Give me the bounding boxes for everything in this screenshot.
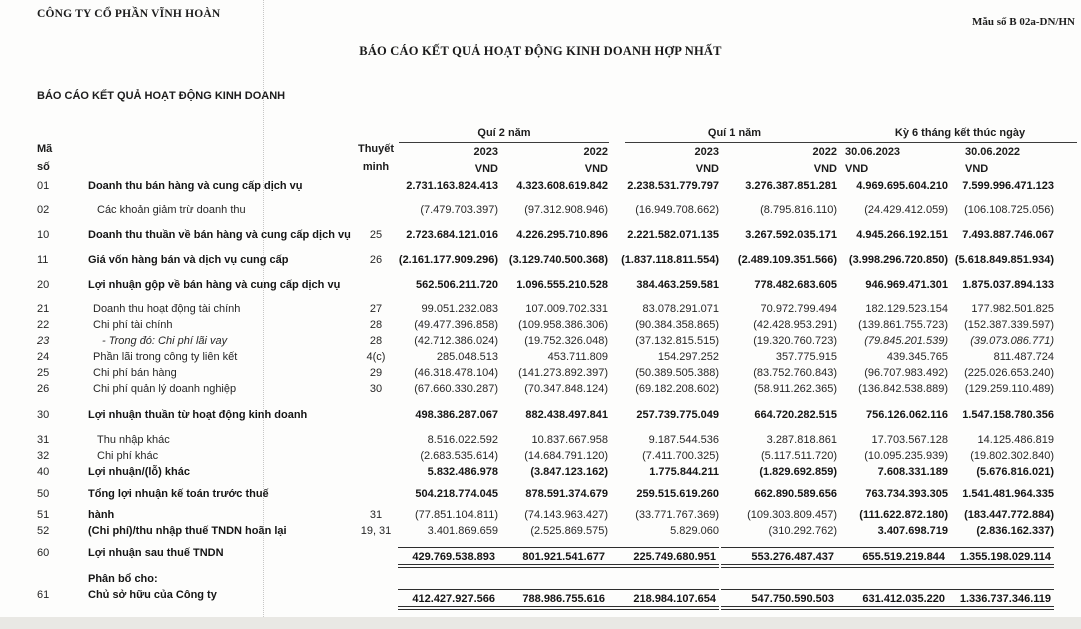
row-code: 40 (37, 466, 50, 478)
value-cell: 83.078.291.071 (642, 303, 719, 315)
table-row (0, 204, 1081, 220)
value-cell: 429.769.538.893 (398, 547, 498, 568)
table-row (0, 488, 1081, 504)
value-cell: 946.969.471.301 (865, 279, 948, 291)
value-cell: 1.096.555.210.528 (516, 279, 608, 291)
value-cell: (39.073.086.771) (970, 335, 1054, 347)
value-cell: 384.463.259.581 (636, 279, 719, 291)
value-cell: (310.292.762) (768, 525, 837, 537)
table-row (0, 525, 1081, 541)
value-cell: 1.875.037.894.133 (962, 279, 1054, 291)
value-cell: 4.969.695.604.210 (856, 180, 948, 192)
value-cell: (141.273.892.397) (518, 367, 608, 379)
value-cell: 763.734.393.305 (865, 488, 948, 500)
table-row (0, 509, 1081, 525)
value-cell: 2.221.582.071.135 (627, 229, 719, 241)
value-cell: 225.749.680.951 (607, 547, 719, 568)
value-cell: 7.599.996.471.123 (962, 180, 1054, 192)
table-row (0, 573, 1081, 589)
scan-edge-band (0, 617, 1081, 629)
value-cell: (69.182.208.602) (635, 383, 719, 395)
value-cell: (2.836.162.337) (976, 525, 1054, 537)
value-cell: (7.479.703.397) (420, 204, 498, 216)
value-cell: 10.837.667.958 (531, 434, 608, 446)
code-column-header-line2: số (37, 161, 50, 173)
value-cell: (58.911.262.365) (754, 383, 837, 395)
table-row (0, 547, 1081, 572)
table-row (0, 335, 1081, 351)
value-cell: 70.972.799.494 (760, 303, 837, 315)
row-code: 02 (37, 204, 50, 216)
value-cell: (3.998.296.720.850) (848, 254, 948, 266)
value-cell: (90.384.358.865) (635, 319, 719, 331)
code-column-header-line1: Mã (37, 143, 53, 155)
value-cell: (152.387.339.597) (964, 319, 1054, 331)
row-note: 26 (369, 254, 383, 266)
row-note: 27 (369, 303, 383, 315)
row-code: 24 (37, 351, 50, 363)
value-cell: (109.303.809.457) (747, 509, 837, 521)
table-row (0, 351, 1081, 367)
value-cell: 1.775.844.211 (649, 466, 719, 478)
year-header-q1-2023: 2023 (694, 146, 719, 158)
value-cell: (225.026.653.240) (964, 367, 1054, 379)
row-label: Lợi nhuận/(lỗ) khác (88, 466, 190, 478)
row-label: Lợi nhuận sau thuế TNDN (88, 547, 224, 559)
value-cell: 412.427.927.566 (398, 589, 498, 610)
value-cell: (183.447.772.884) (964, 509, 1054, 521)
row-label: Giá vốn hàng bán và dịch vụ cung cấp (88, 254, 289, 266)
row-code: 01 (37, 180, 50, 192)
document-title: BÁO CÁO KẾT QUẢ HOẠT ĐỘNG KINH DOANH HỢP NHẤT (359, 44, 722, 58)
value-cell: 99.051.232.083 (421, 303, 498, 315)
row-label: Chi phí tài chính (93, 319, 173, 331)
value-cell: (5.117.511.720) (760, 450, 837, 462)
table-row (0, 450, 1081, 466)
value-cell: 357.775.915 (775, 351, 837, 363)
value-cell: 756.126.062.116 (866, 409, 948, 421)
note-column-header-line2: minh (362, 161, 390, 173)
value-cell: (2.489.109.351.566) (737, 254, 837, 266)
value-cell: 3.407.698.719 (877, 525, 948, 537)
table-rows (0, 172, 1081, 614)
row-note: 28 (369, 319, 383, 331)
row-note: 25 (369, 229, 383, 241)
row-label: Các khoản giảm trừ doanh thu (97, 204, 246, 216)
value-cell: 2.238.531.779.797 (627, 180, 719, 192)
row-note: 19, 31 (360, 525, 392, 537)
value-cell: 182.129.523.154 (865, 303, 948, 315)
unit-header-q1-2022: VND (813, 163, 837, 175)
section-title: BÁO CÁO KẾT QUẢ HOẠT ĐỘNG KINH DOANH (37, 90, 286, 102)
value-cell: (3.129.740.500.368) (508, 254, 608, 266)
table-row (0, 254, 1081, 270)
row-note: 31 (369, 509, 383, 521)
row-code: 25 (37, 367, 50, 379)
row-label: Lợi nhuận gộp về bán hàng và cung cấp dịch vụ (88, 279, 341, 291)
value-cell: (2.525.869.575) (530, 525, 608, 537)
value-cell: 3.287.818.861 (766, 434, 837, 446)
row-code: 10 (37, 229, 50, 241)
row-note: 4(c) (366, 351, 386, 363)
group-underline-h1 (843, 142, 1077, 143)
value-cell: 9.187.544.536 (648, 434, 719, 446)
value-cell: (8.795.816.110) (760, 204, 837, 216)
value-cell: (77.851.104.811) (415, 509, 498, 521)
value-cell: (1.829.692.859) (759, 466, 837, 478)
group-header-q1: Quí 1 năm (707, 127, 762, 139)
value-cell: (3.847.123.162) (530, 466, 608, 478)
row-code: 30 (37, 409, 50, 421)
value-cell: (139.861.755.723) (858, 319, 948, 331)
row-code: 26 (37, 383, 50, 395)
row-code: 11 (37, 254, 49, 266)
value-cell: 5.829.060 (670, 525, 719, 537)
row-code: 61 (37, 589, 50, 601)
note-column-header-line1: Thuyết (357, 143, 395, 155)
row-label: Lợi nhuận thuần từ hoạt động kinh doanh (88, 409, 308, 421)
row-label: Tổng lợi nhuận kế toán trước thuế (88, 488, 269, 500)
value-cell: 8.516.022.592 (427, 434, 498, 446)
value-cell: (96.707.983.492) (864, 367, 948, 379)
row-code: 52 (37, 525, 50, 537)
value-cell: 14.125.486.819 (977, 434, 1054, 446)
group-header-h1: Kỳ 6 tháng kết thúc ngày (894, 127, 1026, 139)
unit-header-30-06-2023: VND (845, 163, 869, 175)
unit-header-q2-2023: VND (474, 163, 498, 175)
value-cell: (136.842.538.889) (858, 383, 948, 395)
table-row (0, 367, 1081, 383)
value-cell: 801.921.541.677 (496, 547, 608, 568)
table-row (0, 303, 1081, 319)
value-cell: 504.218.774.045 (415, 488, 498, 500)
row-code: 22 (37, 319, 50, 331)
unit-header-q2-2022: VND (584, 163, 608, 175)
row-code: 20 (37, 279, 50, 291)
value-cell: 655.519.219.844 (836, 547, 948, 568)
value-cell: 17.703.567.128 (871, 434, 948, 446)
value-cell: (7.411.700.325) (642, 450, 719, 462)
value-cell: (42.428.953.291) (753, 319, 837, 331)
value-cell: 3.276.387.851.281 (745, 180, 837, 192)
value-cell: (5.618.849.851.934) (954, 254, 1054, 266)
value-cell: 1.336.737.346.119 (946, 589, 1054, 610)
year-header-30-06-2022: 30.06.2022 (965, 146, 1021, 158)
value-cell: 4.226.295.710.896 (516, 229, 608, 241)
year-header-q2-2023: 2023 (473, 146, 498, 158)
value-cell: 7.493.887.746.067 (962, 229, 1054, 241)
table-row (0, 466, 1081, 482)
value-cell: (10.095.235.939) (864, 450, 948, 462)
row-label: Chi phí quản lý doanh nghiệp (93, 383, 237, 395)
value-cell: 218.984.107.654 (607, 589, 719, 610)
value-cell: (79.845.201.539) (864, 335, 948, 347)
row-label: Doanh thu hoạt động tài chính (93, 303, 241, 315)
row-label: Phân bổ cho: (88, 573, 158, 585)
value-cell: 4.945.266.192.151 (856, 229, 948, 241)
value-cell: (49.477.396.858) (414, 319, 498, 331)
value-cell: (19.752.326.048) (524, 335, 608, 347)
value-cell: (19.802.302.840) (970, 450, 1054, 462)
table-row (0, 589, 1081, 614)
row-code: 60 (37, 547, 50, 559)
table-row (0, 409, 1081, 425)
row-label: Chi phí bán hàng (93, 367, 177, 379)
row-code: 23 (37, 335, 50, 347)
value-cell: (97.312.908.946) (524, 204, 608, 216)
value-cell: (42.712.386.024) (414, 335, 498, 347)
row-code: 21 (37, 303, 50, 315)
value-cell: 811.487.724 (993, 351, 1054, 363)
row-label: Chủ sở hữu của Công ty (88, 589, 217, 601)
year-header-30-06-2023: 30.06.2023 (845, 146, 901, 158)
row-label: Chi phí khác (97, 450, 159, 462)
value-cell: (109.958.386.306) (518, 319, 608, 331)
value-cell: (2.161.177.909.296) (398, 254, 498, 266)
value-cell: 3.401.869.659 (427, 525, 498, 537)
value-cell: 2.723.684.121.016 (406, 229, 498, 241)
value-cell: 882.438.497.841 (525, 409, 608, 421)
row-note: 28 (369, 335, 383, 347)
value-cell: 553.276.487.437 (721, 547, 837, 568)
value-cell: (46.318.478.104) (414, 367, 498, 379)
value-cell: (106.108.725.056) (964, 204, 1054, 216)
value-cell: (1.837.118.811.554) (621, 254, 719, 266)
value-cell: (83.752.760.843) (753, 367, 837, 379)
group-underline-q2 (399, 142, 609, 143)
table-row (0, 434, 1081, 450)
value-cell: 5.832.486.978 (427, 466, 498, 478)
value-cell: 154.297.252 (657, 351, 719, 363)
value-cell: (50.389.505.388) (635, 367, 719, 379)
value-cell: 1.541.481.964.335 (962, 488, 1054, 500)
value-cell: 439.345.765 (886, 351, 948, 363)
row-code: 31 (37, 434, 50, 446)
value-cell: 631.412.035.220 (836, 589, 948, 610)
unit-header-q1-2023: VND (695, 163, 719, 175)
year-header-q1-2022: 2022 (812, 146, 837, 158)
table-row (0, 279, 1081, 295)
row-note: 29 (369, 367, 383, 379)
value-cell: (67.660.330.287) (414, 383, 498, 395)
value-cell: 662.890.589.656 (754, 488, 837, 500)
value-cell: 878.591.374.679 (525, 488, 608, 500)
table-row (0, 383, 1081, 399)
table-row (0, 319, 1081, 335)
value-cell: 664.720.282.515 (754, 409, 837, 421)
value-cell: (70.347.848.124) (524, 383, 608, 395)
value-cell: 788.986.755.616 (496, 589, 608, 610)
group-header-q2: Quí 2 năm (477, 127, 531, 139)
value-cell: (37.132.815.515) (635, 335, 719, 347)
value-cell: (111.622.872.180) (859, 509, 948, 521)
row-code: 32 (37, 450, 50, 462)
value-cell: 1.547.158.780.356 (962, 409, 1054, 421)
value-cell: 7.608.331.189 (877, 466, 948, 478)
value-cell: 177.982.501.825 (971, 303, 1054, 315)
value-cell: 562.506.211.720 (416, 279, 498, 291)
row-label: Doanh thu bán hàng và cung cấp dịch vụ (88, 180, 303, 192)
row-code: 50 (37, 488, 50, 500)
value-cell: 285.048.513 (436, 351, 498, 363)
company-name: CÔNG TY CỔ PHẦN VĨNH HOÀN (37, 8, 221, 20)
value-cell: (2.683.535.614) (420, 450, 498, 462)
row-label: hành (88, 509, 115, 521)
year-header-q2-2022: 2022 (583, 146, 608, 158)
table-row (0, 229, 1081, 245)
value-cell: (5.676.816.021) (976, 466, 1054, 478)
value-cell: 259.515.619.260 (636, 488, 719, 500)
value-cell: (24.429.412.059) (864, 204, 948, 216)
value-cell: 498.386.287.067 (415, 409, 498, 421)
row-label: - Trong đó: Chi phí lãi vay (102, 335, 228, 347)
row-label: (Chi phí)/thu nhập thuế TNDN hoãn lại (88, 525, 287, 537)
value-cell: 4.323.608.619.842 (516, 180, 608, 192)
value-cell: 778.482.683.605 (754, 279, 837, 291)
value-cell: 257.739.775.049 (636, 409, 719, 421)
row-code: 51 (37, 509, 50, 521)
value-cell: 2.731.163.824.413 (406, 180, 498, 192)
value-cell: 547.750.590.503 (721, 589, 837, 610)
group-underline-q1 (625, 142, 844, 143)
value-cell: (74.143.963.427) (524, 509, 608, 521)
value-cell: (14.684.791.120) (524, 450, 608, 462)
value-cell: (19.320.760.723) (753, 335, 837, 347)
unit-header-30-06-2022: VND (965, 163, 989, 175)
value-cell: 107.009.702.331 (525, 303, 608, 315)
value-cell: 3.267.592.035.171 (745, 229, 837, 241)
value-cell: (33.771.767.369) (635, 509, 719, 521)
form-number: Mẫu số B 02a-DN/HN (972, 16, 1075, 28)
value-cell: (16.949.708.662) (635, 204, 719, 216)
row-label: Doanh thu thuần về bán hàng và cung cấp dịch vụ (88, 229, 351, 241)
row-label: Phần lãi trong công ty liên kết (93, 351, 238, 363)
value-cell: (129.259.110.489) (964, 383, 1054, 395)
scan-fold-line (263, 0, 264, 629)
table-row (0, 180, 1081, 196)
row-label: Thu nhập khác (97, 434, 170, 446)
row-note: 30 (369, 383, 383, 395)
value-cell: 1.355.198.029.114 (946, 547, 1054, 568)
value-cell: 453.711.809 (547, 351, 608, 363)
